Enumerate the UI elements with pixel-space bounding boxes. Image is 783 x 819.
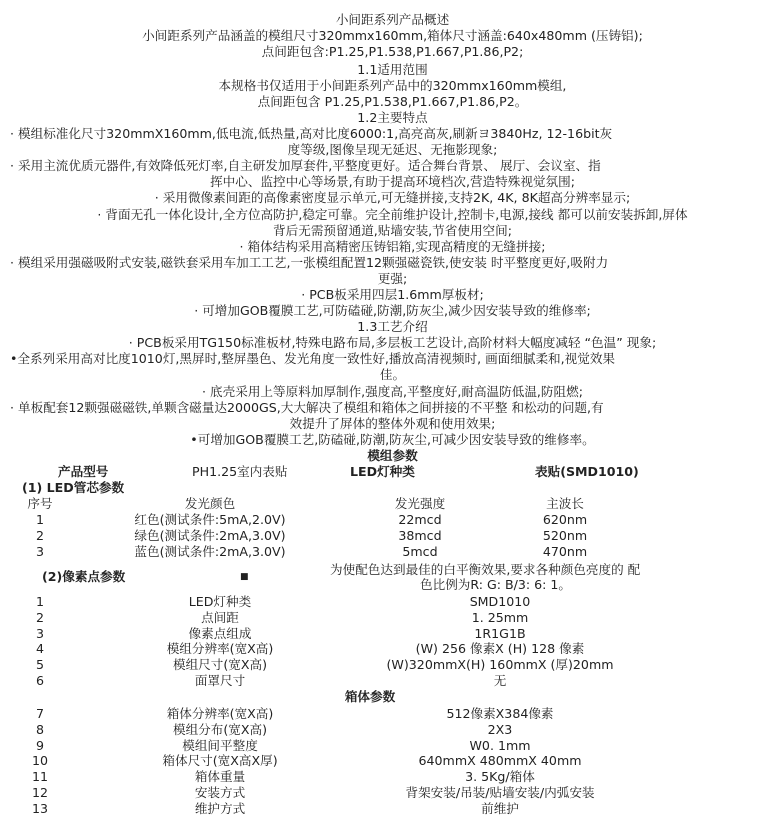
table-cell: 像素点组成 [188,626,252,641]
table-cell: 蓝色(测试条件:2mA,3.0V) [134,544,286,559]
feature-item: · 采用微像素间距的高像素密度显示单元,可无缝拼接,支持2K, 4K, 8K超高分辨率显示; [154,190,631,205]
lamp-value: 表贴(SMD1010) [535,464,639,479]
scope-line: 点间距包含 P1.25,P1.538,P1.667,P1.86,P2。 [257,94,528,109]
feature-item: · 模组标准化尺寸320mmX160mm,低电流,低热量,高对比度6000:1,高亮高灰,刷新ヨ3840Hz, 12-16bit灰 [10,126,613,141]
process-item: · 底壳采用上等原料加厚制作,强度高,平整度好,耐高温防低温,防阻燃; [202,384,583,399]
led-section-title: (1) LED管芯参数 [22,480,125,495]
table-cell: 4 [35,641,44,656]
process-item: · 单板配套12颗强磁磁铁,单颗含磁量达2000GS,大大解决了模组和箱体之间拼接的不平整 和松动的问题,有 [10,400,604,415]
feature-item: · PCB板采用四层1.6mm厚板材; [301,287,484,302]
table-cell: 13 [31,801,49,816]
section-marker: ■ [240,572,249,582]
feature-item: 更强; [377,271,408,286]
table-cell: 22mcd [398,512,442,527]
feature-item: · 箱体结构采用高精密压铸铝箱,实现高精度的无缝拼接; [239,239,546,254]
table-cell: SMD1010 [469,594,531,609]
table-cell: 安装方式 [194,785,246,800]
overview-line: 点间距包含:P1.25,P1.538,P1.667,P1.86,P2; [261,44,524,59]
table-cell: 3. 5Kg/箱体 [465,769,535,784]
table-cell: 箱体重量 [194,769,246,784]
table-cell: 512像素X384像素 [446,706,554,721]
feature-item: · 可增加GOB覆膜工艺,可防磕碰,防潮,防灰尘,减少因安装导致的维修率; [194,303,591,318]
table-cell: 5 [35,657,44,672]
feature-item: · 采用主流优质元器件,有效降低死灯率,自主研发加厚套件,平整度更好。适合舞台背景、 展厅、会议室、指 [10,158,601,173]
table-cell: 模组尺寸(宽X高) [172,657,268,672]
table-cell: 1 [35,512,44,527]
table-cell: 470nm [542,544,588,559]
table-cell: (W)320mmX(H) 160mmX (厚)20mm [386,657,614,672]
table-cell: 1 [35,594,44,609]
table-cell: 9 [35,738,44,753]
overview-line: 小间距系列产品涵盖的模组尺寸320mmx160mm,箱体尺寸涵盖:640x480mm (压铸铝); [142,28,643,43]
table-cell: 箱体尺寸(宽X高X厚) [162,753,278,768]
table-cell: (W) 256 像素X (H) 128 像素 [415,641,585,656]
table-cell: 面罩尺寸 [194,673,246,688]
table-cell: 2X3 [487,722,513,737]
scope-title: 1.1适用范围 [357,62,428,77]
table-cell: 3 [35,544,44,559]
table-cell: 520nm [542,528,588,543]
scope-line: 本规格书仅适用于小间距系列产品中的320mmx160mm模组, [218,78,567,93]
feature-item: · 背面无孔一体化设计,全方位高防护,稳定可靠。完全前维护设计,控制卡,电源,接线 都可以前安装拆卸,屏体 [97,207,688,222]
model-label: 产品型号 [58,464,109,479]
table-cell: 38mcd [398,528,442,543]
cabinet-title: 箱体参数 [344,689,396,704]
table-cell: 2 [35,610,44,625]
table-cell: 1. 25mm [471,610,529,625]
process-item: •全系列采用高对比度1010灯,黑屏时,整屏墨色、发光角度一致性好,播放高清视频时, 画面细腻柔和,视觉效果 [10,351,616,366]
table-cell: W0. 1mm [469,738,531,753]
table-cell: 12 [31,785,49,800]
features-title: 1.2主要特点 [357,110,428,125]
table-cell: 640mmX 480mmX 40mm [418,753,582,768]
table-cell: 箱体分辨率(宽X高) [166,706,274,721]
table-cell: 模组分辨率(宽X高) [166,641,274,656]
white-balance-note: 色比例为R: G: B/3: 6: 1。 [420,577,571,592]
table-cell: 8 [35,722,44,737]
table-cell: 3 [35,626,44,641]
table-cell: 维护方式 [194,801,246,816]
process-item: · PCB板采用TG150标准板材,特殊电路布局,多层板工艺设计,高阶材料大幅度减轻 “色温” 现象; [128,335,657,350]
table-cell: 模组分布(宽X高) [172,722,268,737]
table-cell: LED灯种类 [188,594,252,609]
pixel-section-title: (2)像素点参数 [42,569,126,584]
table-cell: 5mcd [402,544,438,559]
table-cell: 2 [35,528,44,543]
process-title: 1.3工艺介绍 [357,319,428,334]
table-cell: 1R1G1B [474,626,526,641]
feature-item: 背后无需预留通道,贴墙安装,节省使用空间; [273,223,512,238]
table-header-cell: 发光颜色 [184,496,236,511]
feature-item: · 模组采用强磁吸附式安装,磁铁套采用车加工工艺,一张模组配置12颗强磁瓷铁,使安装 时平整度更好,吸附力 [10,255,609,270]
table-header-cell: 主波长 [546,496,584,511]
table-cell: 点间距 [201,610,239,625]
table-cell: 模组间平整度 [182,738,258,753]
process-item: 佳。 [379,367,406,382]
table-cell: 10 [31,753,49,768]
table-cell: 红色(测试条件:5mA,2.0V) [134,512,286,527]
process-item: •可增加GOB覆膜工艺,防磕碰,防潮,防灰尘,可减少因安装导致的维修率。 [190,432,595,447]
table-cell: 620nm [542,512,588,527]
process-item: 效提升了屏体的整体外观和使用效果; [289,416,496,431]
lamp-label: LED灯种类 [350,464,415,479]
table-cell: 无 [493,673,507,688]
params-title: 模组参数 [367,448,418,463]
table-cell: 前维护 [481,801,519,816]
table-cell: 绿色(测试条件:2mA,3.0V) [134,528,286,543]
model-value: PH1.25室内表贴 [192,464,288,479]
table-header-cell: 发光强度 [394,496,446,511]
table-cell: 背架安装/吊装/贴墙安装/内弧安装 [405,785,595,800]
feature-item: 度等级,图像呈现无延迟、无拖影现象; [287,142,498,157]
feature-item: 挥中心、监控中心等场景,有助于提高环境档次,营造特殊视觉氛围; [210,174,575,189]
table-cell: 7 [35,706,44,721]
table-cell: 11 [31,769,49,784]
overview-title: 小间距系列产品概述 [335,12,450,27]
table-header-cell: 序号 [27,496,53,511]
table-cell: 6 [35,673,44,688]
white-balance-note: 为使配色达到最佳的白平衡效果,要求各种颜色亮度的 配 [330,562,641,577]
